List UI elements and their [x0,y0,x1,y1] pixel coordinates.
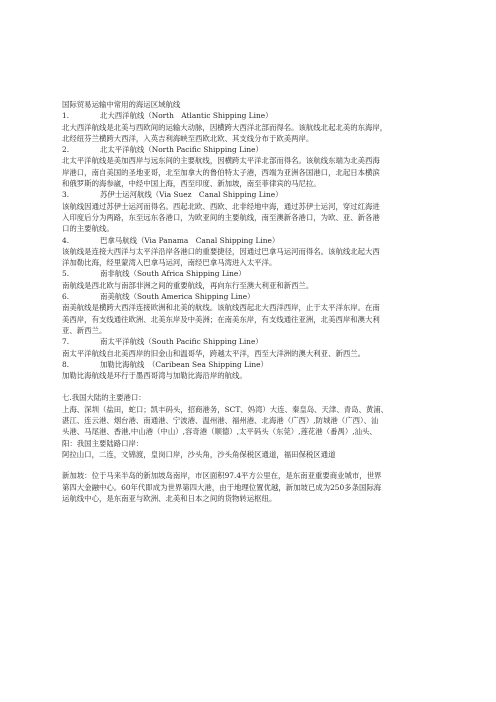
singapore-line: 运航线中心，是东南亚与欧洲、北美和日本之间的货物转运枢纽。 [62,493,277,503]
route-description-line: 南美航线是横跨大西洋连接欧洲和北美的航线。该航线西起北大西洋西岸，止于太平洋东岸。在南 [62,303,380,313]
route-title: 南太平洋航线（South Pacific Shipping Line） [100,337,263,347]
route-item [62,359,438,382]
ports-line: 头港、马尾港、香港,中山港（中山）,容奇港（顺德）,太平码头（东莞）,莲花港（番禺）,汕头、 [62,427,377,437]
route-item [62,235,438,269]
singapore-paragraph [62,470,438,504]
route-item [62,144,438,189]
spacer [62,381,438,392]
route-number: 7. [62,337,70,347]
route-number: 8. [62,359,70,369]
route-description-line: 和俄罗斯的海参崴，中经中国上海，西至印度、新加坡，南至菲律宾的马尼拉。 [62,179,321,189]
route-description-line: 岸港口，南自美国的圣地亚哥，北至加拿大的鲁伯特太子港，西端为亚洲各国港口，北起日本横滨 [62,167,380,177]
route-item [62,336,438,359]
route-title: 北太平洋航线（North Pacific Shipping Line） [100,145,263,155]
singapore-line: 新加坡：位于马来半岛的新加坡岛南岸，市区面积97.4平方公里在，是东南亚重要商业城市，世界 [62,471,382,481]
route-description-line: 该航线因通过苏伊士运河而得名。西起北欧、西欧、北非经地中海，通过苏伊士运河，穿过红海进 [62,201,380,211]
route-item [62,268,438,291]
route-description-line: 南太平洋航线自北美西岸的旧金山和温哥华，跨越太平洋，西至大洋洲的澳大利亚、新西兰。 [62,348,366,358]
routes-list [62,110,438,381]
route-heading [62,110,438,121]
route-description-line: 洋加勒比海，经里蒙湾入巴拿马运河，南经巴拿马湾进入太平洋。 [62,258,277,268]
route-description-line: 北太平洋航线是美加西岸与远东间的主要航线，因横跨太平洋北部而得名。该航线东端为北美西海 [62,156,380,166]
document-title: 国际贸易运输中常用的海运区域航线 [62,100,181,109]
ports-line: 湛江、连云港、烟台港、南通港、宁波港、温州港、福州港、北海港（广西）,防城港（广西）、汕 [62,416,379,426]
ports-heading: 七.我国大陆的主要港口： [62,393,146,403]
route-description-line: 北大西洋航线是北美与西欧间的运输大动脉，因横跨大西洋北部而得名。该航线北起北美的东海岸， [62,122,388,132]
route-heading [62,359,438,370]
route-description-line: 南航线是西北欧与南部非洲之间的重要航线，再向东行至澳大利亚和新西兰。 [62,280,314,290]
route-description-line: 北经纽芬兰横跨大西洋，入英吉利海峡至西欧北欧、其支线分布于欧美两岸。 [62,133,314,143]
route-description-line: 该航线是连接大西洋与太平洋沿岸各港口的重要捷径，因通过巴拿马运河而得名。该航线北起大西 [62,246,380,256]
route-heading [62,336,438,347]
route-title: 南美航线（South America Shipping Line） [100,292,255,302]
route-number: 4. [62,235,70,245]
route-description-line: 口的主要航线。 [62,224,114,234]
route-title: 北大西洋航线（North Atlantic Shipping Line） [100,111,273,121]
route-description-line: 入印度后分为两路，东至远东各港口，为欧亚间的主要航线，南至澳新各港口，为欧、亚、新各港 [62,212,380,222]
route-number: 2. [62,145,70,155]
route-title: 巴拿马航线（Via Panama Canal Shipping Line） [100,235,280,245]
ports-line: 阳：我国主要陆路口岸： [62,438,144,448]
route-heading [62,235,438,246]
singapore-line: 第四大金融中心。60年代即成为世界第四大港，由于地理位置优越，新加坡已成为250多条国际海 [62,482,382,492]
ports-body [62,404,438,460]
route-title: 苏伊士运河航线（Via Suez Canal Shipping Line） [100,190,283,200]
route-number: 6. [62,292,70,302]
route-heading [62,268,438,279]
route-item [62,291,438,336]
route-title: 加勒比海航线 （Caribean Sea Shipping Line） [100,359,268,369]
route-description-line: 加勒比海航线是环行于墨西哥湾与加勒比海沿岸的航线。 [62,371,247,381]
document-page [62,99,438,504]
route-number: 1. [62,111,70,121]
route-number: 5. [62,269,70,279]
route-description-line: 美西岸，有支线通往欧洲、北美东岸及中美洲；在南美东岸，有支线通往亚洲，北美西岸和澳大利 [62,314,380,324]
route-item [62,189,438,234]
route-heading [62,291,438,302]
ports-section [62,392,438,460]
ports-line: 上海、深圳（盐田，蛇口；凯丰码头，招商港务，SCT、妈湾）大连、秦皇岛、天津、青岛、黄浦、 [62,404,389,414]
route-heading [62,144,438,155]
route-title: 南非航线（South Africa Shipping Line） [100,269,246,279]
ports-line: 阿拉山口，二连，文锦渡，皇岗口岸，沙头角，沙头角保税区通道，福田保税区通道 [62,449,336,459]
route-heading [62,189,438,200]
route-item [62,110,438,144]
route-description-line: 亚、新西兰。 [62,325,107,335]
route-number: 3. [62,190,70,200]
spacer [62,460,438,470]
